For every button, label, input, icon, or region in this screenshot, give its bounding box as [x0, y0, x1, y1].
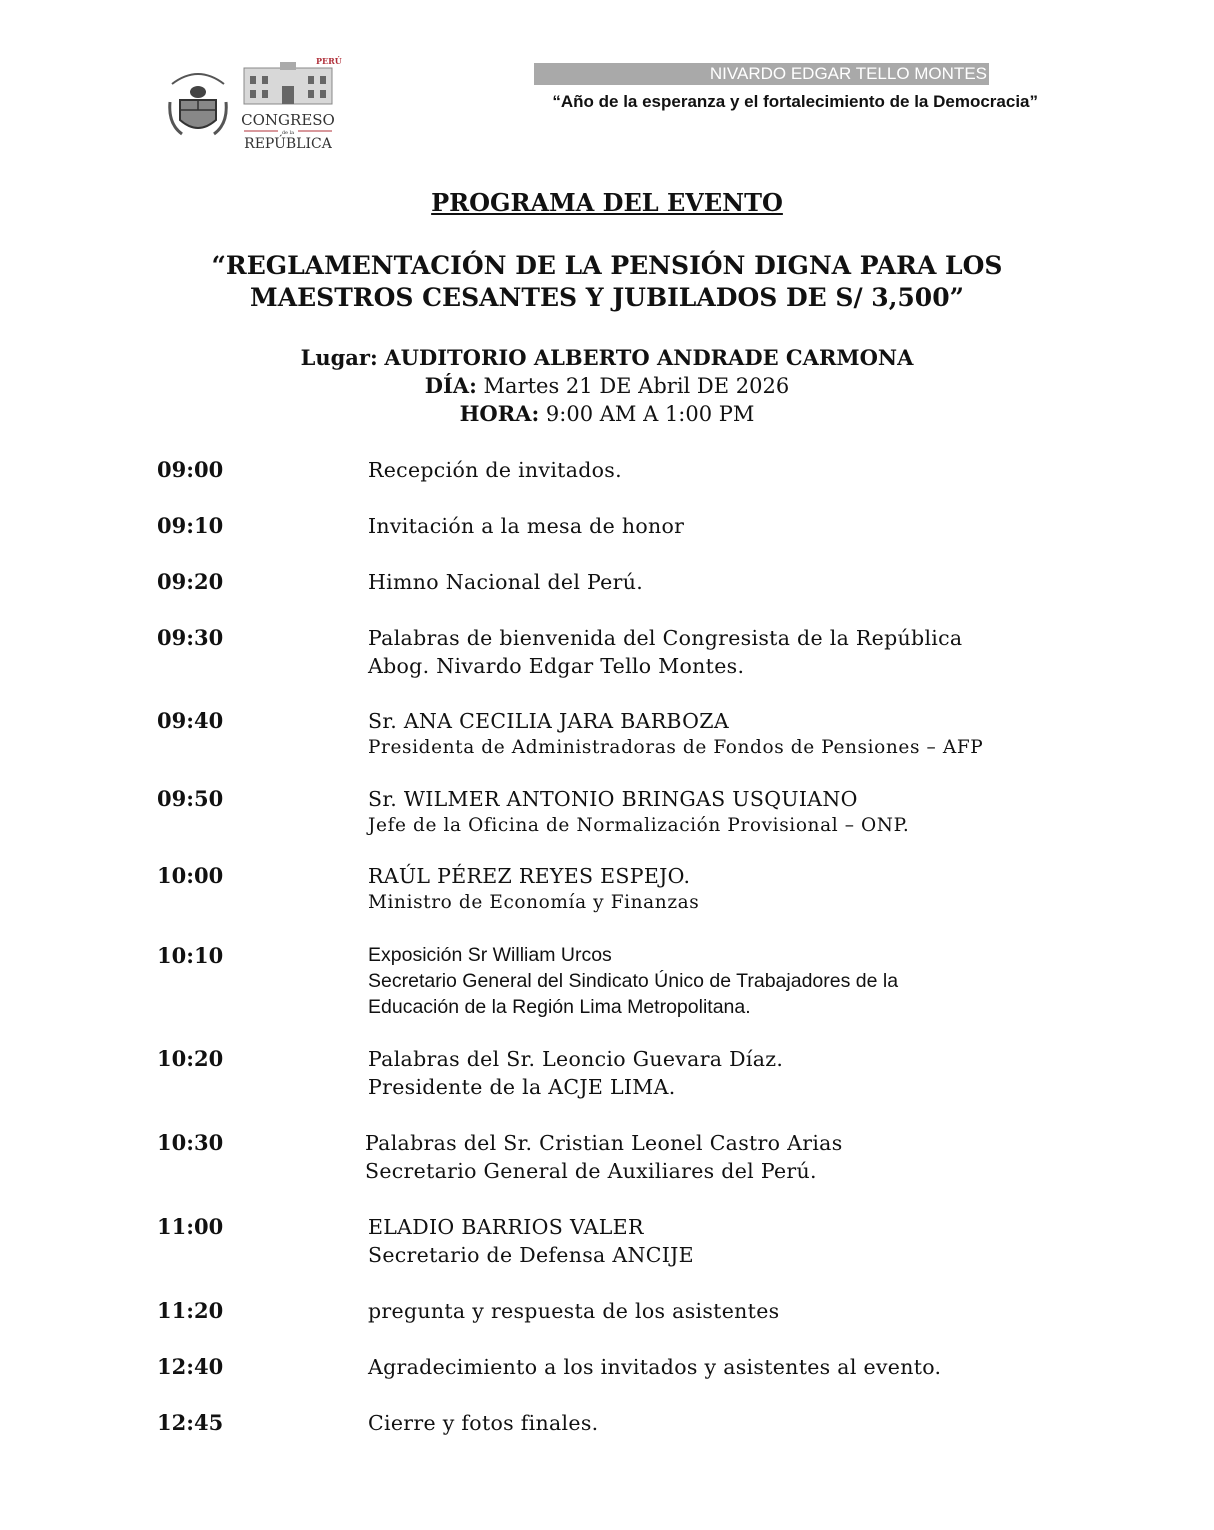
day-label: DÍA:: [424, 373, 477, 398]
event-hour: [0, 400, 1214, 428]
agenda-description: [368, 456, 622, 484]
event-place: [0, 344, 1214, 372]
agenda-description: [368, 624, 962, 680]
hour-label: HORA:: [459, 401, 540, 426]
event-title: [0, 250, 1214, 314]
congressman-name-bar: NIVARDO EDGAR TELLO MONTES: [534, 63, 989, 85]
agenda-line: Jefe de la Oficina de Normalización Provisional – ONP.: [368, 815, 910, 836]
agenda-time: 09:00: [157, 457, 224, 482]
agenda-line: Secretario de Defensa ANCIJE: [368, 1243, 694, 1267]
agenda-line: Palabras del Sr. Leoncio Guevara Díaz.: [368, 1047, 784, 1071]
svg-text:de la: de la: [281, 130, 295, 136]
svg-text:CONGRESO: CONGRESO: [241, 111, 335, 129]
agenda-line: Sr. ANA CECILIA JARA BARBOZA: [368, 709, 729, 733]
agenda-description: [368, 785, 909, 839]
place-label: Lugar:: [300, 345, 378, 370]
agenda-description: [368, 707, 983, 761]
agenda-description: [368, 1409, 598, 1437]
agenda-line: Invitación a la mesa de honor: [368, 514, 685, 538]
agenda-line: Educación de la Región Lima Metropolitana.: [368, 996, 751, 1018]
agenda-line: Presidenta de Administradoras de Fondos de Pensiones – AFP: [368, 737, 984, 758]
agenda-time: 09:10: [157, 513, 224, 538]
svg-text:PERÚ: PERÚ: [316, 56, 342, 66]
agenda-description: [368, 1297, 779, 1325]
agenda-description: [368, 512, 684, 540]
agenda-time: 12:45: [157, 1410, 224, 1435]
agenda-line: ELADIO BARRIOS VALER: [368, 1215, 644, 1239]
agenda-line: Agradecimiento a los invitados y asistentes al evento.: [368, 1355, 942, 1379]
agenda-line: Abog. Nivardo Edgar Tello Montes.: [368, 654, 745, 678]
agenda-line: Palabras del Sr. Cristian Leonel Castro Arias: [365, 1131, 843, 1155]
agenda-line: Sr. WILMER ANTONIO BRINGAS USQUIANO: [368, 787, 858, 811]
agenda-time: 10:30: [157, 1130, 224, 1155]
agenda-time: 11:00: [157, 1214, 224, 1239]
agenda-time: 09:40: [157, 708, 224, 733]
place-value: AUDITORIO ALBERTO ANDRADE CARMONA: [384, 345, 914, 370]
agenda-line: Recepción de invitados.: [368, 458, 622, 482]
agenda-time: 09:30: [157, 625, 224, 650]
agenda-line: RAÚL PÉREZ REYES ESPEJO.: [368, 864, 691, 888]
event-title-line: “REGLAMENTACIÓN DE LA PENSIÓN DIGNA PARA LOS: [211, 251, 1003, 280]
agenda-description: [368, 568, 643, 596]
congreso-logo: [238, 54, 342, 154]
day-value: Martes 21 DE Abril DE 2026: [483, 374, 790, 398]
agenda-time: 09:50: [157, 786, 224, 811]
agenda-time: 10:20: [157, 1046, 224, 1071]
program-title: PROGRAMA DEL EVENTO: [431, 188, 783, 217]
agenda-description: [365, 1129, 843, 1185]
agenda-time: 12:40: [157, 1354, 224, 1379]
year-motto: “Año de la esperanza y el fortalecimiento de la Democracia”: [552, 92, 1038, 111]
hour-value: 9:00 AM A 1:00 PM: [545, 402, 755, 426]
agenda-line: pregunta y respuesta de los asistentes: [368, 1299, 780, 1323]
agenda-time: 10:00: [157, 863, 224, 888]
event-day: [0, 372, 1214, 400]
agenda-description: [368, 1213, 694, 1269]
event-title-line: MAESTROS CESANTES Y JUBILADOS DE S/ 3,500”: [250, 283, 964, 312]
agenda-time: 11:20: [157, 1298, 224, 1323]
agenda-line: Palabras de bienvenida del Congresista de la República: [368, 626, 963, 650]
agenda-line: Exposición Sr William Urcos: [368, 944, 612, 966]
agenda-time: 09:20: [157, 569, 224, 594]
agenda-line: Cierre y fotos finales.: [368, 1411, 599, 1435]
agenda-line: Secretario General de Auxiliares del Perú.: [365, 1159, 817, 1183]
agenda-line: Presidente de la ACJE LIMA.: [368, 1075, 676, 1099]
agenda-description: [368, 862, 699, 916]
svg-text:REPÚBLICA: REPÚBLICA: [244, 136, 332, 152]
agenda-line: Secretario General del Sindicato Único de Trabajadores de la: [368, 970, 899, 992]
peru-coat-of-arms-logo: [166, 62, 230, 142]
agenda-description: [368, 1045, 783, 1101]
agenda-description: [368, 942, 898, 1020]
agenda-line: Himno Nacional del Perú.: [368, 570, 644, 594]
agenda-description: [368, 1353, 941, 1381]
agenda-line: Ministro de Economía y Finanzas: [368, 892, 700, 913]
agenda-time: 10:10: [157, 943, 224, 968]
